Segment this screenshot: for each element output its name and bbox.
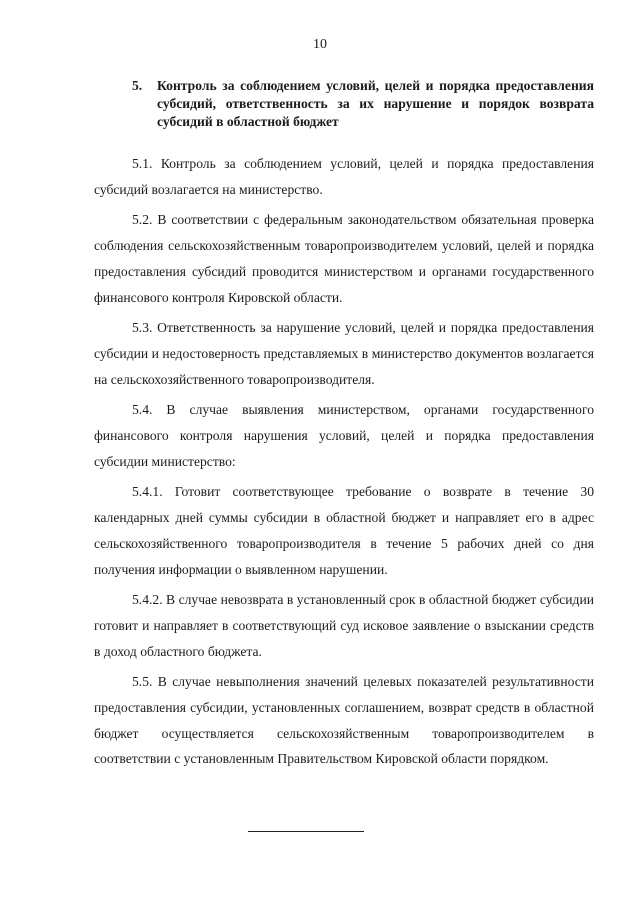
section-number: 5. [132,78,143,93]
end-of-document-rule [248,831,364,832]
document-body [94,151,594,777]
paragraph-5-3: 5.3. Ответственность за нарушение условий, целей и порядка предоставления субсидии и недостоверность представляемых в министерство документов возлагается на сельскохозяйственного товаропроизводителя. [94,320,594,387]
paragraph-5-4-2: 5.4.2. В случае невозврата в установленный срок в областной бюджет субсидии готовит и направляет в соответствующий суд исковое заявление о взыскании средств в доход областного бюджета. [94,592,594,659]
page-number: 10 [313,37,327,52]
paragraph-5-5: 5.5. В случае невыполнения значений целевых показателей результативности предоставления субсидии, установленных соглашением, возврат средств в областной бюджет осуществляется сельскохозяйственным товаропроизводителем в соответствии с установленным Правительством Кировской области порядком. [94,674,594,767]
section-heading [132,77,594,131]
paragraph-5-1: 5.1. Контроль за соблюдением условий, целей и порядка предоставления субсидий возлагается на министерство. [94,156,594,197]
paragraph-5-2: 5.2. В соответствии с федеральным законодательством обязательная проверка соблюдения сельскохозяйственным товаропроизводителем условий, целей и порядка предоставления субсидий проводится министерством и органами государственного финансового контроля Кировской области. [94,212,594,305]
paragraph-5-4-1: 5.4.1. Готовит соответствующее требование о возврате в течение 30 календарных дней суммы субсидии в областной бюджет и направляет его в адрес сельскохозяйственного товаропроизводителя в течение 5 рабочих дней со дня получения информации о выявленном нарушении. [94,484,594,577]
section-title: Контроль за соблюдением условий, целей и порядка предоставления субсидий, ответственность за их нарушение и порядок возврата субсидий в областной бюджет [157,78,594,129]
paragraph-5-4: 5.4. В случае выявления министерством, органами государственного финансового контроля нарушения условий, целей и порядка предоставления субсидии министерство: [94,402,594,469]
